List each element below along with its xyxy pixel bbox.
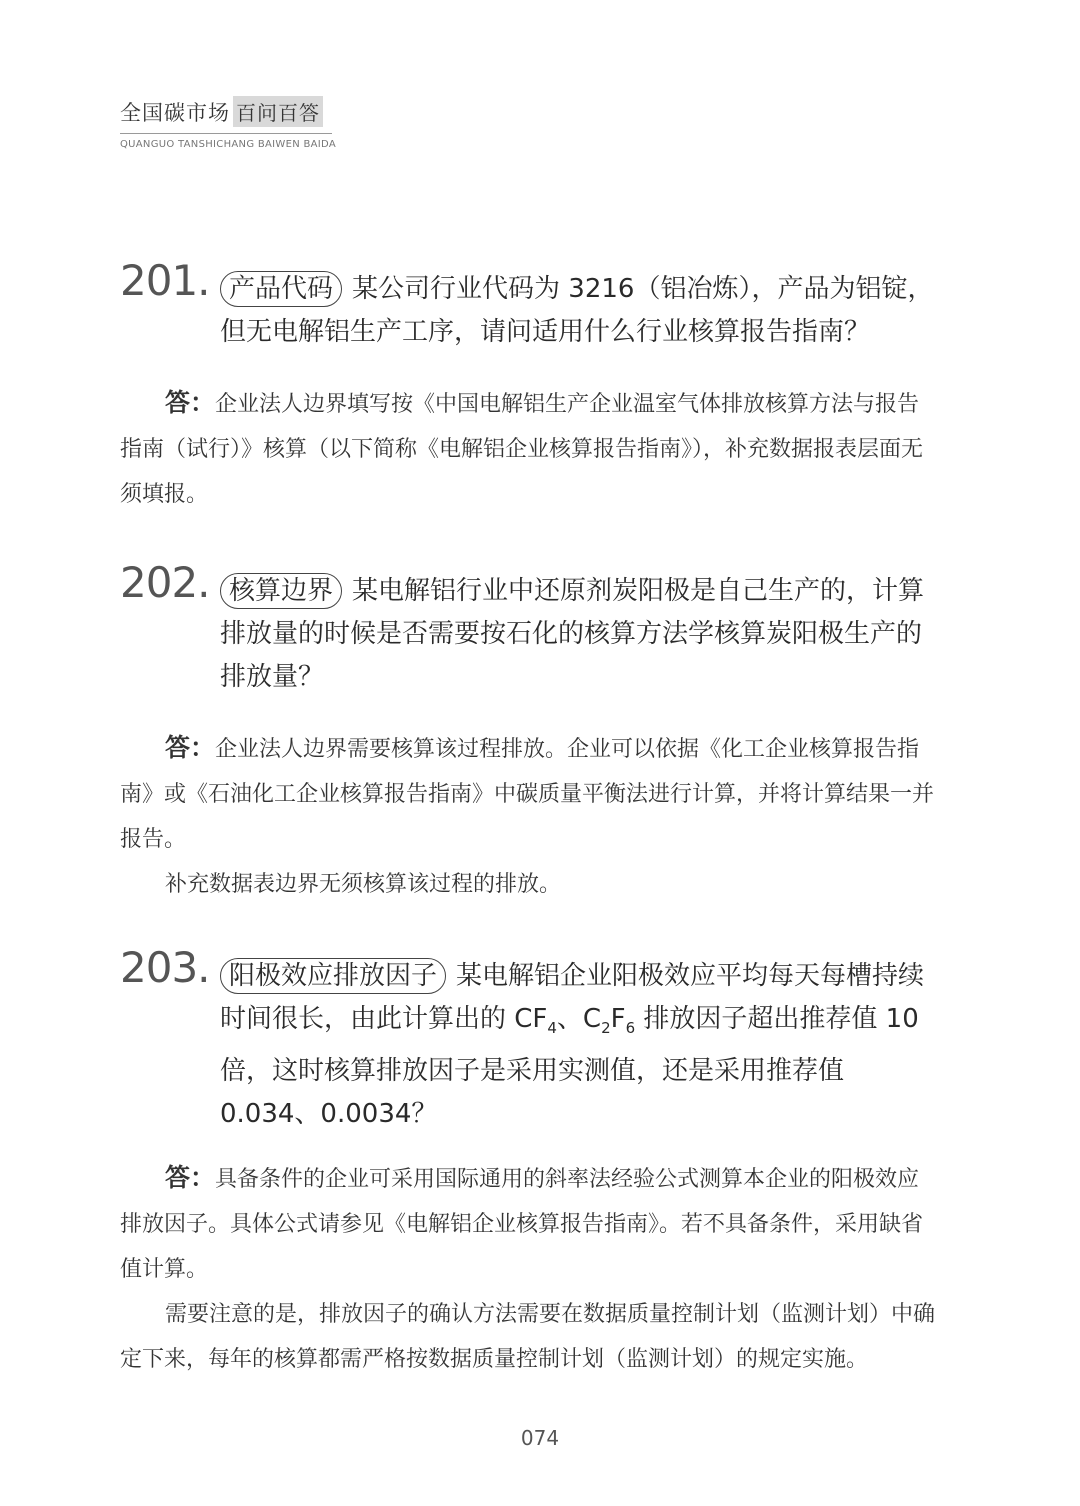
answer-text: 企业法人边界填写按《中国电解铝生产企业温室气体排放核算方法与报告指南（试行）》核算（以下简称《电解铝企业核算报告指南》），补充数据报表层面无须填报。 xyxy=(120,392,924,507)
question-body-b: 、C xyxy=(556,1004,602,1034)
answer-201 xyxy=(120,380,935,517)
topic-tag: 阳极效应排放因子 xyxy=(220,958,446,994)
question-body: 某公司行业代码为 3216（铝冶炼），产品为铝锭，但无电解铝生产工序，请问适用什么行业核算报告指南？ xyxy=(220,274,934,347)
question-body-d: 排放因子超出推荐值 10 倍，这时核算排放因子是采用实测值，还是采用推荐值 0.034、0.0034？ xyxy=(220,1004,919,1130)
answer-text: 具备条件的企业可采用国际通用的斜率法经验公式测算本企业的阳极效应排放因子。具体公式请参见《电解铝企业核算报告指南》。若不具备条件，采用缺省值计算。 xyxy=(120,1167,924,1282)
question-body: 某电解铝行业中还原剂炭阳极是自己生产的，计算排放量的时候是否需要按石化的核算方法学核算炭阳极生产的排放量？ xyxy=(220,576,925,692)
book-title-highlight: 百问百答 xyxy=(233,96,323,127)
answer-label: 答： xyxy=(165,388,216,417)
subscript: 2 xyxy=(601,1019,611,1038)
book-title xyxy=(120,96,336,127)
question-body-a: 某电解铝企业阳极效应平均每天每槽持续时间很长，由此计算出的 CF xyxy=(220,961,925,1034)
question-number: 203. xyxy=(120,943,210,992)
subscript: 4 xyxy=(547,1019,557,1038)
book-title-pinyin: QUANGUO TANSHICHANG BAIWEN BAIDA xyxy=(120,139,336,150)
question-203 xyxy=(120,943,940,1136)
answer-203 xyxy=(120,1155,935,1382)
book-title-main: 全国碳市场 xyxy=(120,100,230,125)
answer-label: 答： xyxy=(165,1163,216,1192)
topic-tag: 产品代码 xyxy=(220,271,342,307)
running-header xyxy=(120,96,336,150)
question-text xyxy=(220,955,940,1136)
answer-202 xyxy=(120,725,935,907)
answer-text-p2: 补充数据表边界无须核算该过程的排放。 xyxy=(165,872,562,897)
topic-tag: 核算边界 xyxy=(220,573,342,609)
question-202 xyxy=(120,558,940,699)
header-rule xyxy=(120,133,332,134)
page-number: 074 xyxy=(520,1426,560,1450)
subscript: 6 xyxy=(625,1019,636,1038)
question-number: 202. xyxy=(120,558,210,607)
question-text xyxy=(220,268,940,354)
question-body-c: F xyxy=(610,1004,626,1034)
answer-label: 答： xyxy=(165,733,216,762)
answer-text-p2: 需要注意的是，排放因子的确认方法需要在数据质量控制计划（监测计划）中确定下来，每年的核算都需严格按数据质量控制计划（监测计划）的规定实施。 xyxy=(120,1302,936,1372)
answer-text: 企业法人边界需要核算该过程排放。企业可以依据《化工企业核算报告指南》或《石油化工企业核算报告指南》中碳质量平衡法进行计算，并将计算结果一并报告。 xyxy=(120,737,935,852)
question-201 xyxy=(120,256,940,354)
question-text xyxy=(220,570,940,699)
question-number: 201. xyxy=(120,256,210,305)
